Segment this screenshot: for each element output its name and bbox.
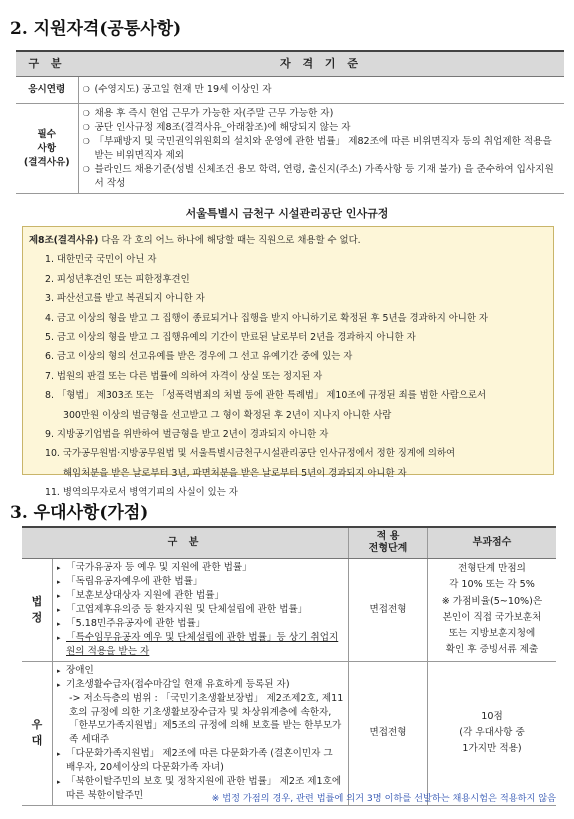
row-label-preference: 우 대: [22, 661, 53, 805]
list-item: ▸ 「보훈보상대상자 지원에 관한 법률」: [57, 590, 225, 602]
footnote: ※ 법정 가점의 경우, 관련 법률에 의거 3명 이하를 선발하는 채용시험은 적용하지 않음: [211, 793, 556, 804]
triangle-arrow-icon: ▸: [57, 666, 61, 675]
list-item: ❍ 「부패방지 및 국민권익위원회의 설치와 운영에 관한 법률」 제82조에 따른 비위면직자 등의 취업제한 적용을 받는 비위면직자 제외: [82, 135, 552, 161]
eligibility-table: [16, 50, 564, 194]
circle-bullet-icon: ❍: [82, 122, 90, 132]
column-header-points: 부과점수: [428, 527, 557, 559]
column-header-stage: 적 용 전형단계: [349, 527, 428, 559]
table-row: [22, 661, 556, 805]
stage-cell: 면접전형: [349, 661, 428, 805]
table-row: [22, 559, 556, 662]
triangle-arrow-icon: ▸: [57, 633, 61, 642]
table-row: [16, 77, 564, 104]
triangle-arrow-icon: ▸: [57, 619, 61, 628]
triangle-arrow-icon: ▸: [57, 680, 61, 689]
regulation-intro: 제8조(결격사유) 다음 각 호의 어느 하나에 해당할 때는 직원으로 채용할 수 없다.: [29, 235, 361, 246]
triangle-arrow-icon: ▸: [57, 778, 61, 787]
circle-bullet-icon: ❍: [82, 164, 90, 174]
row-label-legal: 법 정: [22, 559, 53, 662]
section-2-title: 2. 지원자격(공통사항): [10, 19, 182, 39]
list-item: ❍ (수영지도) 공고일 현재 만 19세 이상인 자: [82, 84, 272, 96]
circle-bullet-icon: ❍: [82, 109, 90, 118]
list-item: 5. 금고 이상의 형을 받고 그 집행유예의 기간이 만료된 날로부터 2년을 경과하지 아니한 자: [45, 332, 416, 344]
list-item: ▸ 「국가유공자 등 예우 및 지원에 관한 법률」: [57, 562, 252, 574]
row-label-required: 필수 사항 (결격사유): [16, 104, 78, 194]
regulation-box: [22, 226, 554, 499]
column-header-category: 구 분: [16, 51, 78, 77]
preference-table: [22, 526, 556, 806]
list-item: ❍ 블라인드 채용기준(성별 신체조건 용모 학력, 연령, 출신지(주소) 가족사항 등 기재 불가) 을 준수하여 입사지원서 작성: [82, 163, 554, 189]
list-item: ▸ 「북한이탈주민의 보호 및 정착지원에 관한 법률」 제2조 제1호에 따른 북한이탈주민: [57, 776, 342, 801]
list-item: 10. 국가공무원법·지방공무원법 및 서울특별시금천구시설관리공단 인사규정에서 정한 징계에 의하여: [45, 448, 456, 460]
list-item: ▸ 「다문화가족지원법」 제2조에 따른 다문화가족 (결혼이민자 그 배우자, 20세이상의 다문화가족 자녀): [57, 748, 333, 774]
row-label-age: 응시연령: [16, 77, 78, 104]
circle-bullet-icon: ❍: [82, 136, 90, 146]
list-item: ▸ 장애인: [57, 664, 94, 676]
list-item: 4. 금고 이상의 형을 받고 그 집행이 종료되거나 집행을 받지 아니하기로 확정된 후 5년을 경과하지 아니한 자: [45, 312, 488, 324]
list-item: ❍ 채용 후 즉시 현업 근무가 가능한 자(주말 근무 가능한 자): [82, 108, 334, 119]
list-item: 8. 「형법」 제303조 또는 「성폭력범죄의 처벌 등에 관한 특례법」 제10조에 규정된 죄를 범한 사람으로서: [45, 390, 487, 402]
list-item: ▸ 「고엽제후유의증 등 환자지원 및 단체설립에 관한 법률」: [57, 603, 308, 615]
triangle-arrow-icon: ▸: [57, 605, 61, 614]
list-item-continued: 300만원 이상의 벌금형을 선고받고 그 형이 확정된 후 2년이 지나지 아니한 사람: [63, 409, 392, 421]
list-item: 6. 금고 이상의 형의 선고유예를 받은 경우에 그 선고 유예기간 중에 있는 자: [45, 351, 353, 363]
list-item-continued: 해임처분을 받은 날로부터 3년, 파면처분을 받은 날로부터 5년이 경과되지 아니한 자: [63, 467, 407, 479]
points-cell: 10점 (각 우대사항 중 1가지만 적용): [428, 661, 557, 805]
points-cell: 전형단계 만점의 각 10% 또는 각 5% ※ 가점비율(5~10%)은 본인이 직접 국가보훈처 또는 지방보훈지청에 확인 후 증빙서류 제출: [428, 559, 557, 662]
section-3-title: 3. 우대사항(가점): [10, 503, 149, 523]
list-item: ❍ 공단 인사규정 제8조(결격사유_아래참조)에 해당되지 않는 자: [82, 121, 351, 133]
list-item-sub: -> 저소득층의 범위 : 「국민기초생활보장법」 제2조제2호, 제11호의 규정에 의한 기초생활보장수급자 및 차상위계층에 속한자, 「한부모가족지원법」제5조의 규정에 의해 보호를 받는 한부모가족 세대주: [69, 692, 344, 746]
regulation-title: 서울특별시 금천구 시설관리공단 인사규정: [185, 207, 389, 220]
list-item: 11. 병역의무자로서 병역기피의 사실이 있는 자: [45, 487, 238, 499]
table-row: [16, 104, 564, 194]
list-item: 7. 법원의 판결 또는 다른 법률에 의하여 자격이 상실 또는 정지된 자: [45, 370, 323, 382]
column-header-criteria: 자 격 기 준: [78, 51, 564, 77]
list-item: ▸ 기초생활수급자(접수마감일 현재 유효하게 등록된 자): [57, 678, 290, 690]
list-item: ▸ 「독립유공자예우에 관한 법률」: [57, 576, 203, 588]
list-item: 1. 대한민국 국민이 아닌 자: [45, 254, 157, 266]
column-header-category: 구 분: [22, 527, 349, 559]
triangle-arrow-icon: ▸: [57, 592, 61, 601]
triangle-arrow-icon: ▸: [57, 564, 61, 573]
list-item: ▸ 「5.18민주유공자에 관한 법률」: [57, 617, 206, 629]
triangle-arrow-icon: ▸: [57, 578, 61, 587]
stage-cell: 면접전형: [349, 559, 428, 662]
list-item: ▸ 「특수임무유공자 예우 및 단체설립에 관한 법률」등 상기 취업지원의 적용을 받는 자: [57, 631, 339, 657]
list-item: 3. 파산선고를 받고 복권되지 아니한 자: [45, 293, 205, 305]
circle-bullet-icon: ❍: [82, 85, 90, 95]
list-item: 9. 지방공기업법을 위반하여 벌금형을 받고 2년이 경과되지 아니한 자: [45, 429, 329, 441]
triangle-arrow-icon: ▸: [57, 750, 61, 759]
list-item: 2. 피성년후견인 또는 피한정후견인: [45, 273, 190, 285]
